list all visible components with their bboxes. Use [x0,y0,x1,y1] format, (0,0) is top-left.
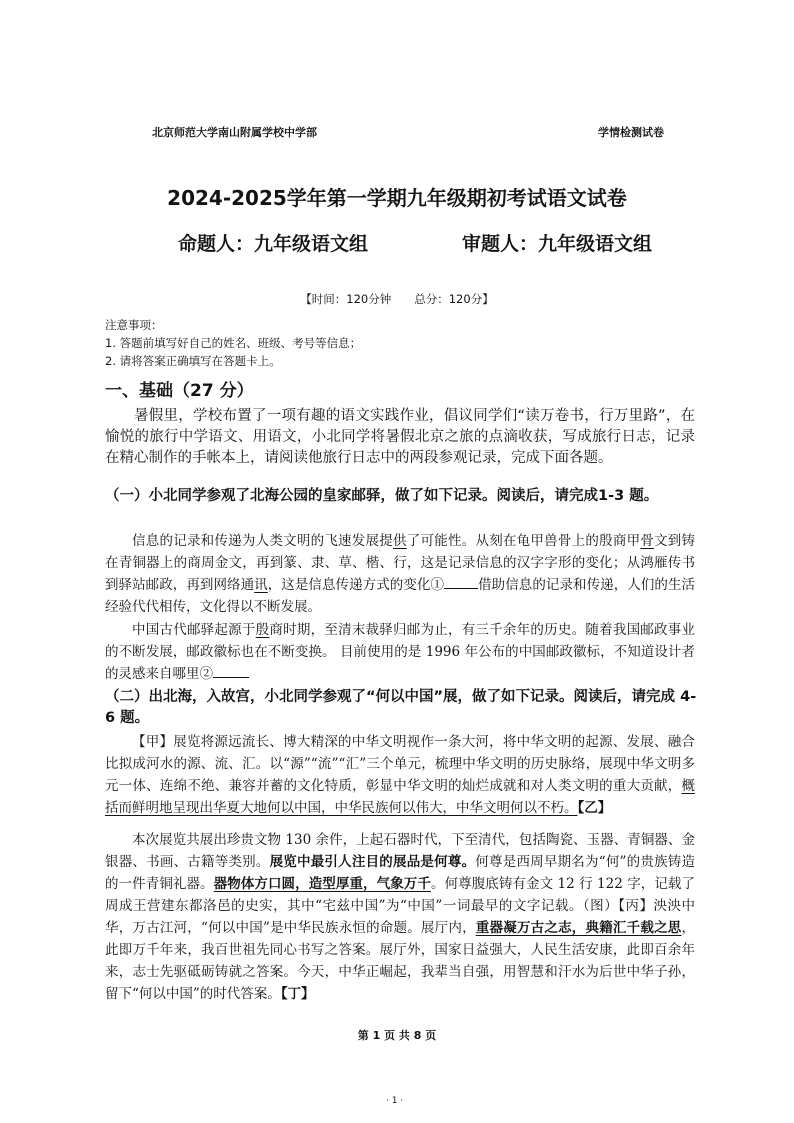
part1-paragraph-1 [105,530,695,618]
underlined-char: 讯 [254,577,268,593]
marker-ding: 【丁】 [280,986,315,1002]
underlined-char: 殷 [255,622,270,638]
notice-item: 2. 请将答案正确填写在答题卡上。 [105,354,281,368]
underlined-sentence: 概括而鲜明地呈现出华夏大地何以中国，中华民族何以伟大，中华文明何以不朽。 [105,778,695,816]
notice-heading: 注意事项： [105,318,163,332]
school-name: 北京师范大学南山附属学校中学部 [152,126,317,139]
text-run: 文到铸在青铜器上的商周金文，再到篆、隶、草、楷、行，这是记录信息的汉字字形的变化；从鸿雁传书到驿站邮政，再到网络通 [105,533,696,593]
underlined-sentence: 器物体方口圆，造型厚重，气象万千 [213,876,431,892]
text-run: ，这是信息传递方式的变化① [267,577,445,593]
answer-blank-1 [444,575,478,589]
doc-type-label: 学情检测试卷 [598,126,664,139]
reviewer-label: 审题人：九年级语文组 [462,233,653,255]
exam-title: 2024-2025学年第一学期九年级期初考试语文试卷 [167,186,627,210]
marker-yi: 【乙】 [577,800,612,816]
underlined-char: 骨 [640,533,655,549]
text-run: 中国古代邮驿起源于 [132,622,256,638]
part2-heading: （二）出北海，入故宫，小北同学参观了“何以中国”展，做了如下记录。阅读后，请完成 4-6 题。 [105,689,697,726]
underlined-char: 供 [393,533,407,549]
page-footer: 第 1 页 共 8 页 [357,1029,437,1042]
part2-paragraph-1 [105,731,695,819]
part1-heading: （一）小北同学参观了北海公园的皇家邮驿，做了如下记录。阅读后，请完成1-3 题。 [105,488,659,504]
notice-block [105,316,361,370]
text-run: 【甲】展览将源远流长、博大精深的中华文明视作一条大河，将中华文明的起源、发展、融合比拟成河水的源、流、汇。以“源”“流”“汇”三个单元，梳理中华文明的历史脉络，展现中华文明多元一体、连绵不绝、兼容并蓄的文化特质，彰显中华文明的灿烂成就和对人类文明的重大贡献， [105,734,695,794]
text-run: 。何尊腹底铸有金文 12 行 122 字，记载了周成王营建东都洛邑的史实，其中“宅兹中国”为“中国”一词最早的文字记载。（图）【丙】泱泱中华，万古江河，“何以中国”是中华民族永恒的命题。展厅内， [105,876,696,936]
setter-label: 命题人：九年级语文组 [178,233,369,255]
notice-item: 1. 答题前填写好自己的姓名、班级、考号等信息； [105,336,362,350]
text-run: 了可能性。从刻在龟甲兽骨上的殷商甲 [406,533,641,549]
text-run: 借助信息的记录和传递，人们的生活经验代代相传，文化得以不断发展。 [105,577,696,615]
exam-info: 【时间：120分钟 总分：120分】 [300,292,494,306]
page-mark: · 1 · [386,1096,404,1106]
part1-paragraph-2 [105,619,695,685]
underlined-sentence: 重器凝万古之志，典籍汇千载之思 [475,920,682,936]
text-run: 何尊是西周早期名为“何”的贵族铸造的一件青铜礼器。 [105,854,696,892]
part2-paragraph-2 [105,829,695,1005]
section-intro: 暑假里，学校布置了一项有趣的语文实践作业，倡议同学们“读万卷书，行万里路”，在愉悦的旅行中学语文、用语文，小北同学将暑假北京之旅的点滴收获，写成旅行日志，记录在精心制作的手帐本上，请阅读他旅行日志中的两段参观记录，完成下面各题。 [105,408,695,466]
text-run: 商时期，至清末裁驿归邮为止，有三千余年的历史。随着我国邮政事业的不断发展，邮政徽标也在不断变换。 目前使用的是 1996 年公布的中国邮政徽标，不知道设计者的灵感来自哪里② [105,622,696,682]
text-run: ，此即万千年来，我百世祖先同心书写之答案。展厅外，国家日益强大，人民生活安康，此即百余年来，志士先驱砥砺铸就之答案。今天，中华正崛起，我辈当自强，用智慧和汗水为后世中华子孙，留下“何以中国”的时代答案。 [105,920,696,1002]
section-heading: 一、基础（27 分） [105,381,254,401]
answer-blank-2 [213,664,249,678]
text-run: 信息的记录和传递为人类文明的飞速发展提 [132,533,394,549]
bold-sentence: 展览中最引人注目的展品是何尊。 [269,854,476,870]
text-run: 本次展览共展出珍贵文物 130 余件，上起石器时代，下至清代，包括陶瓷、玉器、青铜器、金银器、书画、古籍等类别。 [105,832,695,870]
